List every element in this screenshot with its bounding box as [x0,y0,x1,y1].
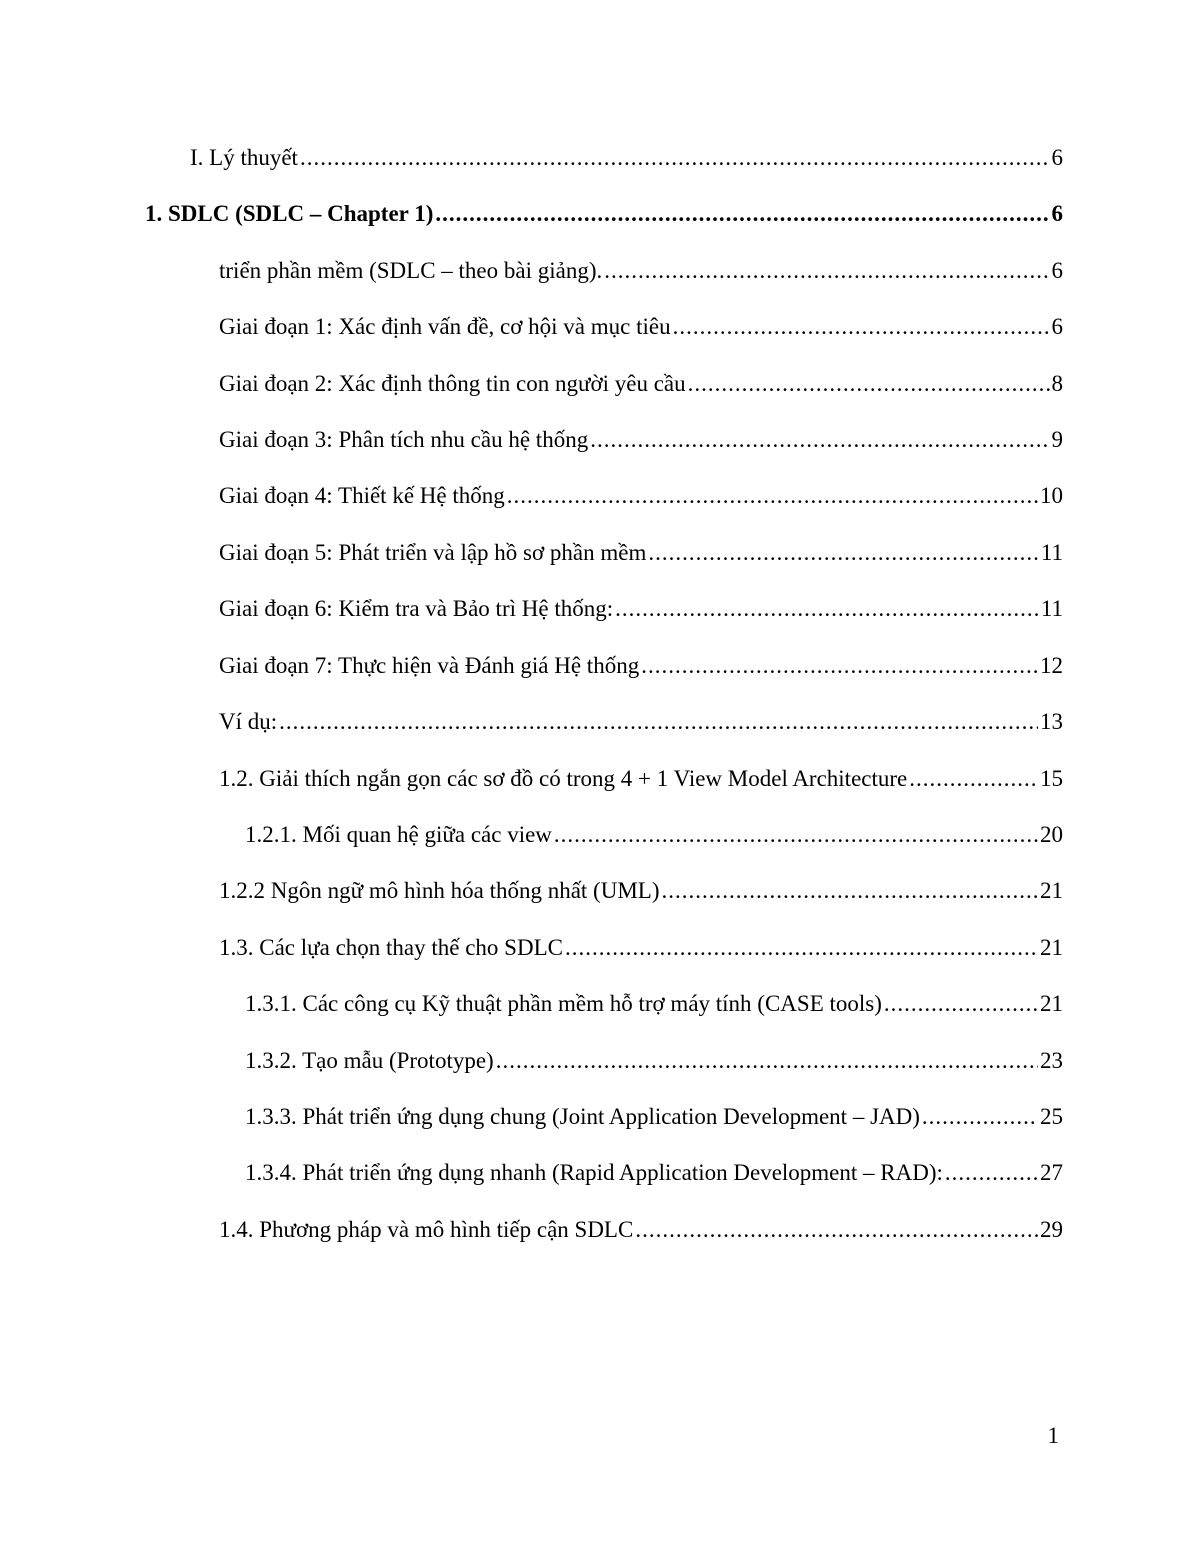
toc-entry-page: 29 [1040,1217,1063,1242]
toc-entry-title: Giai đoạn 5: Phát triển và lập hồ sơ phần mềm [219,540,647,565]
toc-entry-sdlc-chapter-1[interactable] [145,199,1063,229]
toc-entry-1-3-3[interactable] [245,1102,1063,1132]
toc-entry-page: 12 [1040,653,1063,678]
toc-entry-sdlc-bai-giang[interactable] [219,256,1063,286]
toc-entry-giai-doan-4[interactable] [219,481,1063,511]
toc-entry-1-3-2[interactable] [245,1046,1063,1076]
toc-dot-leader [604,256,1049,286]
toc-entry-ly-thuyet[interactable] [190,143,1063,173]
toc-entry-title: 1.3.3. Phát triển ứng dụng chung (Joint Application Development – JAD) [245,1104,920,1129]
toc-entry-page: 23 [1040,1048,1063,1073]
toc-dot-leader [507,481,1038,511]
toc-entry-title: triển phần mềm (SDLC – theo bài giảng). [219,258,603,283]
toc-dot-leader [648,538,1038,568]
toc-entry-page: 6 [1051,258,1063,283]
toc-entry-page: 21 [1040,991,1063,1016]
toc-entry-title: 1.3.4. Phát triển ứng dụng nhanh (Rapid Application Development – RAD): [245,1160,943,1185]
toc-entry-title: 1.3.2. Tạo mẫu (Prototype) [245,1048,494,1073]
toc-entry-giai-doan-2[interactable] [219,369,1063,399]
toc-dot-leader [300,143,1050,173]
toc-dot-leader [635,1215,1038,1245]
toc-entry-page: 13 [1040,709,1063,734]
toc-dot-leader [615,594,1039,624]
toc-entry-title: Giai đoạn 7: Thực hiện và Đánh giá Hệ thống [219,653,640,678]
toc-dot-leader [884,989,1038,1019]
toc-dot-leader [435,199,1049,229]
toc-entry-vi-du[interactable] [219,707,1063,737]
toc-entry-page: 21 [1040,878,1063,903]
toc-entry-title: 1.3.1. Các công cụ Kỹ thuật phần mềm hỗ trợ máy tính (CASE tools) [245,991,882,1016]
toc-entry-1-2[interactable] [219,764,1063,794]
toc-entry-page: 11 [1040,540,1063,565]
toc-dot-leader [496,1046,1038,1076]
toc-entry-1-3[interactable] [219,933,1063,963]
toc-entry-giai-doan-3[interactable] [219,425,1063,455]
toc-entry-page: 21 [1040,935,1063,960]
toc-entry-page: 9 [1051,427,1063,452]
toc-entry-page: 20 [1040,822,1063,847]
toc-dot-leader [279,707,1038,737]
toc-entry-title: 1.3. Các lựa chọn thay thế cho SDLC [219,935,563,960]
toc-entry-title: I. Lý thuyết [190,145,298,170]
toc-entry-1-3-1[interactable] [245,989,1063,1019]
toc-entry-giai-doan-1[interactable] [219,312,1063,342]
toc-entry-giai-doan-6[interactable] [219,594,1063,624]
toc-entry-title: Giai đoạn 4: Thiết kế Hệ thống [219,483,505,508]
toc-dot-leader [641,651,1038,681]
toc-entry-1-3-4[interactable] [245,1158,1063,1188]
toc-entry-title: 1.4. Phương pháp và mô hình tiếp cận SDLC [219,1217,634,1242]
toc-dot-leader [554,820,1038,850]
toc-entry-page: 25 [1040,1104,1063,1129]
toc-entry-title: Giai đoạn 6: Kiểm tra và Bảo trì Hệ thống: [219,596,614,621]
toc-entry-1-4[interactable] [219,1215,1063,1245]
toc-entry-page: 27 [1040,1160,1063,1185]
toc-entry-title: 1.2. Giải thích ngắn gọn các sơ đồ có trong 4 + 1 View Model Architecture [219,766,908,791]
toc-entry-title: Giai đoạn 1: Xác định vấn đề, cơ hội và mục tiêu [219,314,671,339]
toc-dot-leader [922,1102,1038,1132]
toc-entry-title: Ví dụ: [219,709,278,734]
toc-entry-page: 8 [1051,371,1063,396]
toc-entry-title: Giai đoạn 3: Phân tích nhu cầu hệ thống [219,427,589,452]
page-number: 1 [1047,1423,1059,1448]
toc-entry-page: 11 [1040,596,1063,621]
toc-dot-leader [590,425,1049,455]
toc-entry-page: 10 [1040,483,1063,508]
toc-entry-giai-doan-5[interactable] [219,538,1063,568]
toc-entry-title: 1. SDLC (SDLC – Chapter 1) [145,201,434,226]
toc-entry-page: 6 [1051,201,1063,226]
toc-dot-leader [565,933,1038,963]
toc-entry-giai-doan-7[interactable] [219,651,1063,681]
toc-dot-leader [945,1158,1038,1188]
toc-dot-leader [661,876,1038,906]
toc-dot-leader [673,312,1050,342]
toc-entry-page: 6 [1051,145,1063,170]
toc-entry-page: 6 [1051,314,1063,339]
toc-entry-1-2-1[interactable] [245,820,1063,850]
toc-entry-title: 1.2.2 Ngôn ngữ mô hình hóa thống nhất (UML) [219,878,660,903]
toc-entry-title: Giai đoạn 2: Xác định thông tin con người yêu cầu [219,371,686,396]
toc-entry-title: 1.2.1. Mối quan hệ giữa các view [245,822,552,847]
toc-entry-page: 15 [1040,766,1063,791]
toc-dot-leader [688,369,1050,399]
toc-dot-leader [909,764,1038,794]
toc-entry-1-2-2[interactable] [219,876,1063,906]
